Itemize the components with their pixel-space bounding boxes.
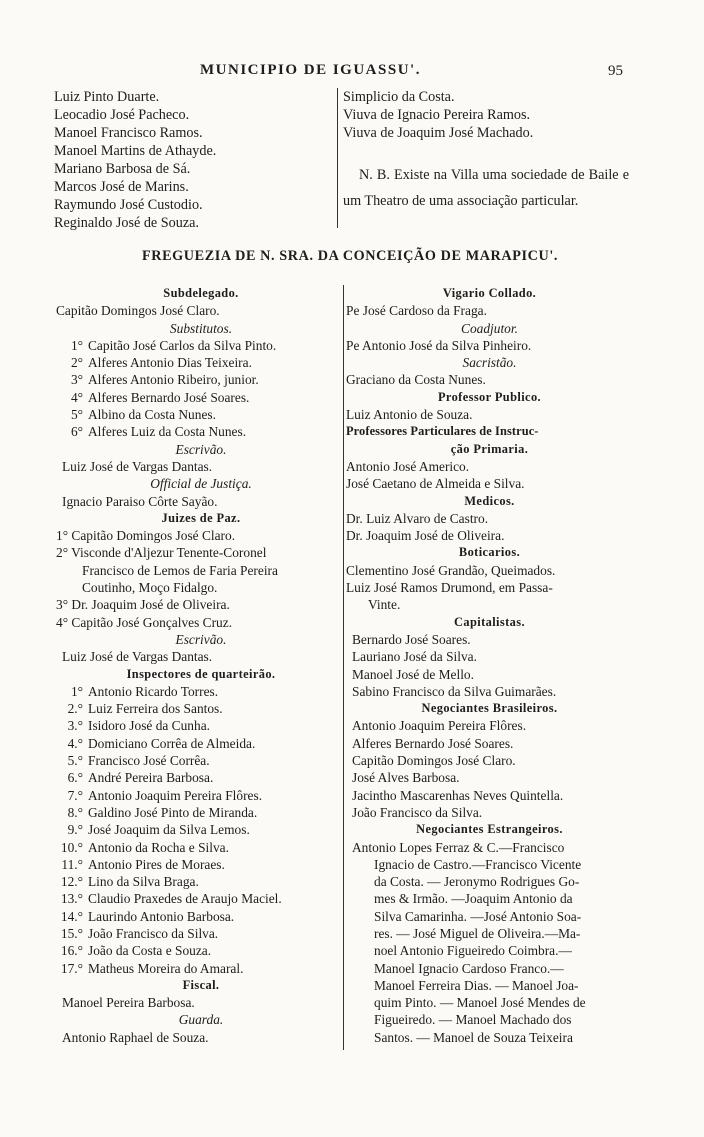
item-number: 2.° [67,701,83,717]
list-item: Lauriano José da Silva. [352,649,477,665]
item-number: 4° [70,389,83,405]
professor-heading: Professor Publico. [437,389,542,404]
vigario-name: Pe José Cardoso da Fraga. [346,303,487,319]
list-item: Alferes Bernardo José Soares. [352,735,514,751]
neg-estrangeiros-line: Antonio Lopes Ferraz & C.—Francisco [352,839,565,855]
list-item: João Francisco da Silva. [352,804,483,820]
item-number: 8.° [67,804,83,820]
item-number: 15.° [60,925,83,941]
column-divider-main [343,285,344,1050]
list-item: Viuva de Joaquim José Machado. [343,125,534,141]
list-item: Sabino Francisco da Silva Guimarães. [352,683,557,699]
list-item: Manoel Francisco Ramos. [54,125,203,141]
neg-estrangeiros-line: quim Pinto. — Manoel José Mendes de [374,995,586,1011]
item-number: 7.° [67,787,83,803]
list-item [56,752,346,769]
neg-estrangeiros-line: Figueiredo. — Manoel Machado dos [374,1012,572,1028]
fiscal-name: Manoel Pereira Barbosa. [62,995,195,1011]
list-item [56,925,346,942]
item-name: Matheus Moreira do Amaral. [88,960,244,976]
item-name: Francisco José Corrêa. [88,753,210,769]
list-item [56,735,346,752]
item-name: Antonio Joaquim Pereira Flôres. [88,787,263,803]
list-item [56,839,346,856]
substitutos-heading: Substitutos. [169,320,233,336]
juiz-2-line-3: Coutinho, Moço Fidalgo. [82,580,218,596]
list-item: Jacintho Mascarenhas Neves Quintella. [352,787,564,803]
item-number: 1° [70,337,83,353]
escrivao-2-heading: Escrivão. [175,631,227,647]
juizes-heading: Juizes de Paz. [161,510,241,525]
item-name: Alferes Antonio Dias Teixeira. [88,355,252,371]
list-item [56,700,346,717]
list-item: Simplicio da Costa. [343,89,455,105]
item-number: 17.° [60,960,83,976]
boticarios-heading: Boticarios. [458,545,521,560]
coadjutor-heading: Coadjutor. [461,320,518,336]
coadjutor-name: Pe Antonio José da Silva Pinheiro. [346,337,532,353]
prof-particulares-heading-2: ção Primaria. [450,441,529,456]
item-name: Antonio da Rocha e Silva. [88,839,229,855]
list-item: José Alves Barbosa. [352,770,460,786]
item-number: 4.° [67,735,83,751]
list-item [56,683,346,700]
list-item: Leocadio José Pacheco. [54,107,190,123]
prof-particulares-heading-1: Professores Particulares de Instruc- [346,424,539,439]
column-divider-top [337,88,338,228]
vigario-heading: Vigario Collado. [442,286,537,300]
juiz-4: 4° Capitão José Gonçalves Cruz. [56,614,233,630]
item-name: Alferes Bernardo José Soares. [88,389,250,405]
page-header-title: MUNICIPIO DE IGUASSU'. [200,62,421,78]
item-number: 1° [70,683,83,699]
list-item [56,423,346,440]
list-item: Dr. Luiz Alvaro de Castro. [346,510,489,526]
list-item: Manoel Martins de Athayde. [54,143,217,159]
capitalistas-heading: Capitalistas. [454,614,525,629]
list-item [56,890,346,907]
neg-estrangeiros-line: res. — José Miguel de Oliveira.—Ma- [374,925,581,941]
juiz-2-line-1: 2° Visconde d'Aljezur Tenente-Coronel [56,545,267,561]
item-number: 6.° [67,770,83,786]
list-item: Mariano Barbosa de Sá. [54,161,191,177]
item-name: José Joaquim da Silva Lemos. [88,822,250,838]
sacristao-heading: Sacristão. [462,355,517,371]
item-name: Antonio Ricardo Torres. [88,683,219,699]
list-item: Viuva de Ignacio Pereira Ramos. [343,107,531,123]
section-title: FREGUEZIA DE N. SRA. DA CONCEIÇÃO DE MARAPICU'. [141,248,559,264]
item-number: 13.° [60,891,83,907]
item-number: 10.° [60,839,83,855]
item-number: 12.° [60,874,83,890]
list-item: Antonio Joaquim Pereira Flôres. [352,718,527,734]
guarda-heading: Guarda. [178,1012,224,1028]
item-name: Domiciano Corrêa de Almeida. [88,735,256,751]
list-item [56,942,346,959]
list-item [56,804,346,821]
item-name: Antonio Pires de Moraes. [88,856,225,872]
official-heading: Official de Justiça. [150,476,252,492]
list-item: Capitão Domingos José Claro. [352,753,516,769]
top-right-name-list [343,88,629,214]
list-item [56,389,346,406]
boticario-2-line-2: Vinte. [368,597,401,613]
list-item [56,354,346,371]
item-number: 11.° [61,856,83,872]
item-name: João da Costa e Souza. [88,943,212,959]
item-name: André Pereira Barbosa. [88,770,214,786]
list-item [56,873,346,890]
neg-estrangeiros-line: Ignacio de Castro.—Francisco Vicente [374,856,582,872]
list-item: Dr. Joaquim José de Oliveira. [346,528,505,544]
right-column [346,285,633,1046]
neg-estrangeiros-line: Silva Camarinha. —José Antonio Soa- [374,908,582,924]
subdelegado-heading: Subdelegado. [163,286,239,300]
item-name: Isidoro José da Cunha. [88,718,210,734]
juiz-2-line-2: Francisco de Lemos de Faria Pereira [82,562,278,578]
item-number: 2° [70,355,83,371]
list-item: Raymundo José Custodio. [54,197,203,213]
list-item: Marcos José de Marins. [54,179,189,195]
item-name: Alferes Luiz da Costa Nunes. [88,424,247,440]
item-name: Luiz Ferreira dos Santos. [88,701,223,717]
escrivao-2-name: Luiz José de Vargas Dantas. [62,649,213,665]
item-name: Laurindo Antonio Barbosa. [88,908,235,924]
list-item [56,960,346,977]
item-number: 5.° [67,753,83,769]
item-number: 16.° [60,943,83,959]
sacristao-name: Graciano da Costa Nunes. [346,372,486,388]
list-item: Reginaldo José de Souza. [54,215,199,231]
list-item [56,371,346,388]
neg-estrangeiros-line: Manoel Ignacio Cardoso Franco.— [374,960,564,976]
item-number: 5° [70,407,83,423]
top-left-name-list [54,88,334,232]
neg-estrangeiros-heading: Negociantes Estrangeiros. [416,822,563,837]
list-item [56,908,346,925]
official-name: Ignacio Paraiso Côrte Sayão. [62,493,218,509]
list-item [56,821,346,838]
list-item: Bernardo José Soares. [352,631,471,647]
item-number: 3.° [67,718,83,734]
list-item: Manoel José de Mello. [352,666,474,682]
guarda-name: Antonio Raphael de Souza. [62,1029,209,1045]
list-item [56,337,346,354]
escrivao-name: Luiz José de Vargas Dantas. [62,458,213,474]
item-number: 3° [70,372,83,388]
list-item [56,717,346,734]
item-name: Capitão José Carlos da Silva Pinto. [88,337,277,353]
list-item [56,787,346,804]
item-name: Claudio Praxedes de Araujo Maciel. [88,891,282,907]
left-column [56,285,346,1046]
list-item: Antonio José Americo. [346,458,470,474]
neg-estrangeiros-line: mes & Irmão. —Joaquim Antonio da [374,891,573,907]
inspectores-heading: Inspectores de quarteirão. [126,666,276,681]
neg-estrangeiros-line: Manoel Ferreira Dias. — Manoel Joa- [374,977,579,993]
professor-name: Luiz Antonio de Souza. [346,407,473,423]
item-number: 14.° [60,908,83,924]
list-item [56,769,346,786]
item-name: Albino da Costa Nunes. [88,407,216,423]
item-name: Alferes Antonio Ribeiro, junior. [88,372,259,388]
page-number: 95 [608,63,623,79]
list-item: José Caetano de Almeida e Silva. [346,476,525,492]
juiz-3: 3° Dr. Joaquim José de Oliveira. [56,597,230,613]
subdelegado-name: Capitão Domingos José Claro. [56,303,220,319]
escrivao-heading: Escrivão. [175,441,227,457]
item-name: Lino da Silva Braga. [88,874,199,890]
list-item: Luiz Pinto Duarte. [54,89,160,105]
juiz-1: 1° Capitão Domingos José Claro. [56,528,236,544]
item-name: João Francisco da Silva. [88,925,219,941]
item-number: 9.° [67,822,83,838]
neg-estrangeiros-line: da Costa. — Jeronymo Rodrigues Go- [374,874,580,890]
item-name: Galdino José Pinto de Miranda. [88,804,258,820]
neg-brasileiros-heading: Negociantes Brasileiros. [421,701,558,716]
neg-estrangeiros-line: Santos. — Manoel de Souza Teixeira [374,1029,573,1045]
list-item [56,406,346,423]
boticario-1: Clementino José Grandão, Queimados. [346,562,556,578]
note-paragraph: N. B. Existe na Villa uma sociedade de Baile e um Theatro de uma associação particular. [343,167,629,209]
neg-estrangeiros-line: noel Antonio Figueiredo Coimbra.— [374,943,572,959]
boticario-2-line-1: Luiz José Ramos Drumond, em Passa- [346,580,553,596]
item-number: 6° [70,424,83,440]
fiscal-heading: Fiscal. [182,977,220,992]
list-item [56,856,346,873]
medicos-heading: Medicos. [464,493,515,508]
